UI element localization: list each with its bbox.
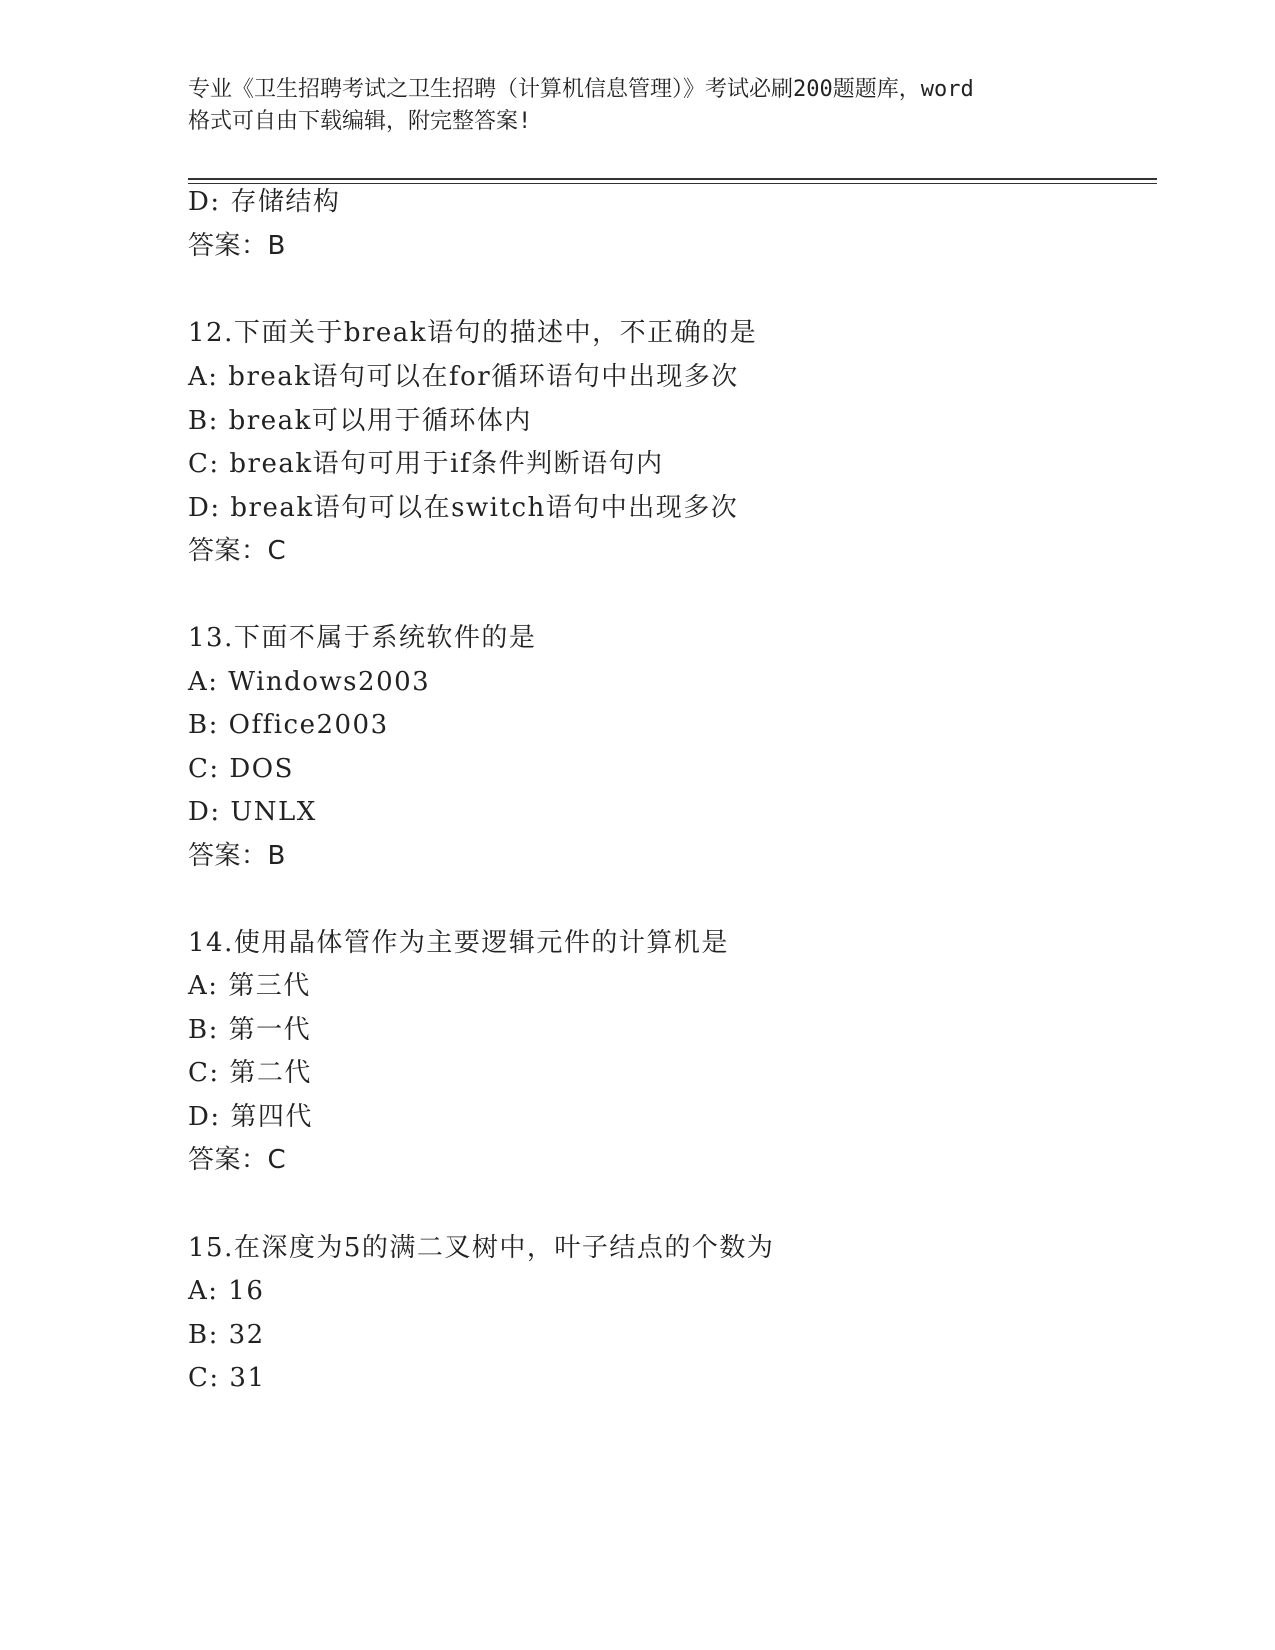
question-13-option-a: A: Windows2003: [188, 667, 431, 697]
question-14-option-c: C: 第二代: [188, 1058, 312, 1088]
question-12-option-b: B: break可以用于循环体内: [188, 406, 532, 436]
document-header: [188, 74, 1088, 138]
question-14-text: 14.使用晶体管作为主要逻辑元件的计算机是: [188, 928, 729, 958]
question-15-option-c: C: 31: [188, 1363, 266, 1393]
header-title-line-2: 格式可自由下载编辑，附完整答案!: [188, 109, 532, 134]
header-title-line-1: 专业《卫生招聘考试之卫生招聘（计算机信息管理）》考试必刷200题题库，word: [188, 77, 974, 102]
prev-option-d: D: 存储结构: [188, 187, 341, 217]
question-13-text: 13.下面不属于系统软件的是: [188, 623, 537, 653]
question-15-text: 15.在深度为5的满二叉树中，叶子结点的个数为: [188, 1233, 775, 1263]
question-14-option-a: A: 第三代: [188, 971, 311, 1001]
question-13-answer: 答案：B: [188, 841, 286, 871]
question-12-option-d: D: break语句可以在switch语句中出现多次: [188, 493, 739, 523]
question-14-option-b: B: 第一代: [188, 1015, 312, 1045]
question-13-option-c: C: DOS: [188, 754, 294, 784]
question-15-option-a: A: 16: [188, 1276, 265, 1306]
question-12-option-a: A: break语句可以在for循环语句中出现多次: [188, 362, 739, 392]
question-12-answer: 答案：C: [188, 536, 287, 566]
question-13-option-d: D: UNLX: [188, 797, 317, 827]
header-divider: [188, 178, 1157, 184]
prev-answer: 答案：B: [188, 231, 286, 261]
question-15-option-b: B: 32: [188, 1320, 265, 1350]
question-14-option-d: D: 第四代: [188, 1102, 313, 1132]
question-14-answer: 答案：C: [188, 1145, 287, 1175]
question-12-option-c: C: break语句可用于if条件判断语句内: [188, 449, 664, 479]
question-13-option-b: B: Office2003: [188, 710, 389, 740]
question-12-text: 12.下面关于break语句的描述中，不正确的是: [188, 318, 758, 348]
